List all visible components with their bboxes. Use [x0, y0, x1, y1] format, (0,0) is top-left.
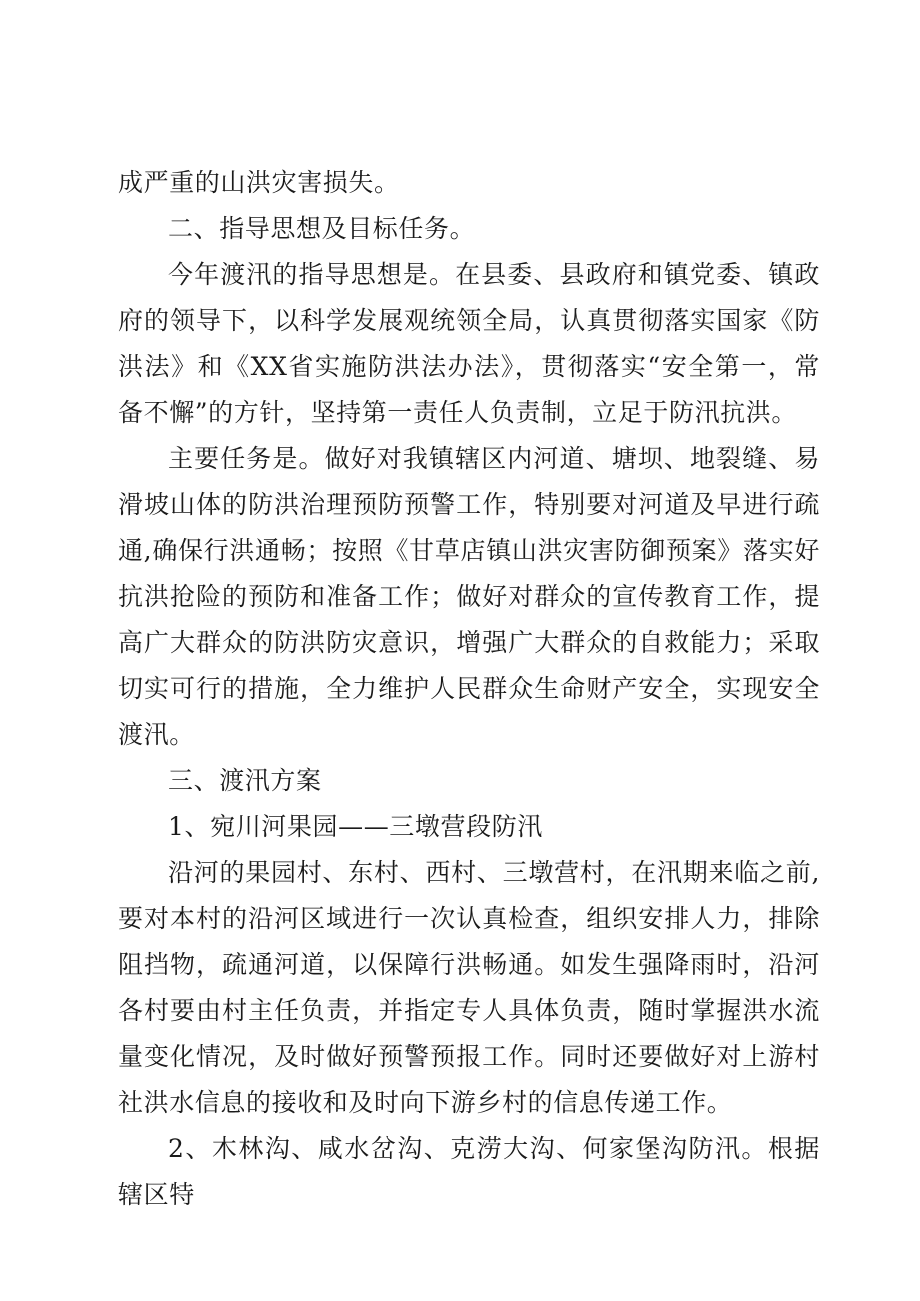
- document-body: [118, 160, 820, 1218]
- paragraph-guiding-ideology: 今年渡汛的指导思想是。在县委、县政府和镇党委、镇政府的领导下，以科学发展观统领全局，认真贯彻落实国家《防洪法》和《XX省实施防洪法办法》，贯彻落实“安全第一，常备不懈”的方针，坚持第一责任人负责制，立足于防汛抗洪。: [118, 260, 820, 427]
- paragraph-riverside-villages: 沿河的果园村、东村、西村、三墩营村，在汛期来临之前,要对本村的沿河区域进行一次认真检查，组织安排人力，排除阻挡物，疏通河道，以保障行洪畅通。如发生强降雨时，沿河各村要由村主任负责，并指定专人具体负责，随时掌握洪水流量变化情况，及时做好预警预报工作。同时还要做好对上游村社洪水信息的接收和及时向下游乡村的信息传递工作。: [118, 858, 820, 1117]
- subheading-wanchuan-river: 1、宛川河果园——三墩营段防汛: [168, 812, 543, 841]
- section-heading-flood-plan: 三、渡汛方案: [168, 766, 322, 795]
- paragraph-main-tasks: 主要任务是。做好对我镇辖区内河道、塘坝、地裂缝、易滑坡山体的防洪治理预防预警工作，特别要对河道及早进行疏通,确保行洪通畅；按照《甘草店镇山洪灾害防御预案》落实好抗洪抢险的预防和准备工作；做好对群众的宣传教育工作，提高广大群众的防洪防灾意识，增强广大群众的自救能力；采取切实可行的措施，全力维护人民群众生命财产安全，实现安全渡汛。: [118, 444, 820, 749]
- paragraph-continuation: 成严重的山洪灾害损失。: [118, 168, 400, 197]
- section-heading-guiding-ideology: 二、指导思想及目标任务。: [168, 214, 476, 243]
- subheading-ditches-flood-control: 2、木林沟、咸水岔沟、克涝大沟、何家堡沟防汛。根据辖区特: [118, 1134, 820, 1209]
